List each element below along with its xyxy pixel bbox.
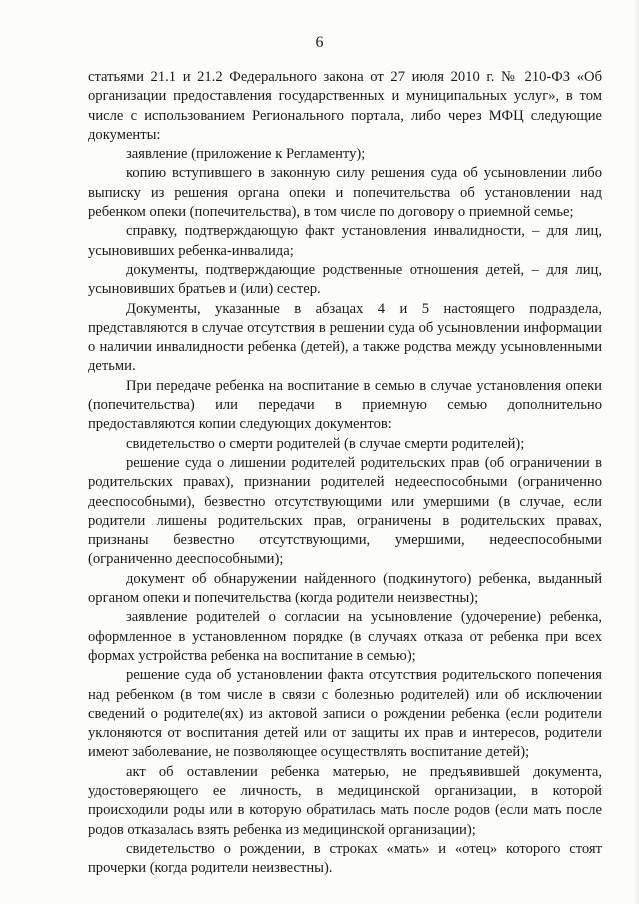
- page-number: 6: [315, 34, 324, 51]
- list-item-death-certificate: свидетельство о смерти родителей (в случае смерти родителей);: [126, 435, 525, 452]
- list-item-court-decision-copy: копию вступившего в законную силу решения суда об усыновлении либо выписку из решения органа опеки и попечительства об установлении над ребенком опеки (попечительства), в том числе по договору о приемной семье;: [88, 165, 602, 221]
- scan-edge-shadow: [634, 0, 639, 904]
- list-item-application: заявление (приложение к Регламенту);: [126, 146, 366, 163]
- list-item-kinship-documents: документы, подтверждающие родственные отношения детей, – для лиц, усыновивших братьев и (или) сестер.: [88, 261, 602, 298]
- list-item-absence-of-care-ruling: решение суда об установлении факта отсутствия родительского попечения над ребенком (в том числе в связи с болезнью родителей) или об исключении сведений о родителе(ях) из актовой записи о рождении ребенка (если родители уклоняются от воспитания детей или от защиты их прав и интересов, родители имеют заболевание, не позволяющее осуществлять воспитание детей);: [88, 667, 602, 761]
- list-item-found-child-document: документ об обнаружении найденного (подкинутого) ребенка, выданный органом опеки и попечительства (когда родители неизвестны);: [88, 570, 602, 607]
- paragraph-continuation: статьями 21.1 и 21.2 Федерального закона от 27 июля 2010 г. № 210-ФЗ «Об организации предоставления государственных и муниципальных услуг», в том числе с использованием Регионального портала, либо через МФЦ следующие документы:: [88, 69, 602, 143]
- paragraph-documents-note: Документы, указанные в абзацах 4 и 5 настоящего подраздела, представляются в случае отсутствия в решении суда об усыновлении информации о наличии инвалидности ребенка (детей), а также родства между усыновленными детьми.: [88, 300, 602, 375]
- list-item-abandonment-act: акт об оставлении ребенка матерью, не предъявившей документа, удостоверяющего ее личность, в медицинской организации, в которой происходили роды или в которую обратилась мать после родов (если мать после родов отказалась взять ребенка из медицинской организации);: [88, 763, 602, 838]
- list-item-deprivation-ruling: решение суда о лишении родителей родительских прав (об ограничении в родительских правах), признании родителей недееспособными (ограниченно дееспособными), безвестно отсутствующими или умершими (в случае, если родители лишены родительских прав, ограничены в родительских правах, признаны безвестно отсутствующими, умершими, недееспособными (ограниченно дееспособными);: [88, 454, 602, 568]
- list-item-disability-certificate: справку, подтверждающую факт установления инвалидности, – для лиц, усыновивших ребенка-инвалида;: [88, 223, 602, 259]
- paragraph-guardianship-transfer: При передаче ребенка на воспитание в семью в случае установления опеки (попечительства) или передачи в приемную семью дополнительно предоставляются копии следующих документов:: [88, 377, 602, 433]
- document-body: [88, 68, 602, 878]
- list-item-birth-certificate: свидетельство о рождении, в строках «мать» и «отец» которого стоят прочерки (когда родители неизвестны).: [88, 840, 602, 877]
- list-item-adoption-consent: заявление родителей о согласии на усыновление (удочерение) ребенка, оформленное в установленном порядке (в случаях отказа от ребенка при всех формах устройства ребенка на воспитание в семью);: [88, 609, 602, 664]
